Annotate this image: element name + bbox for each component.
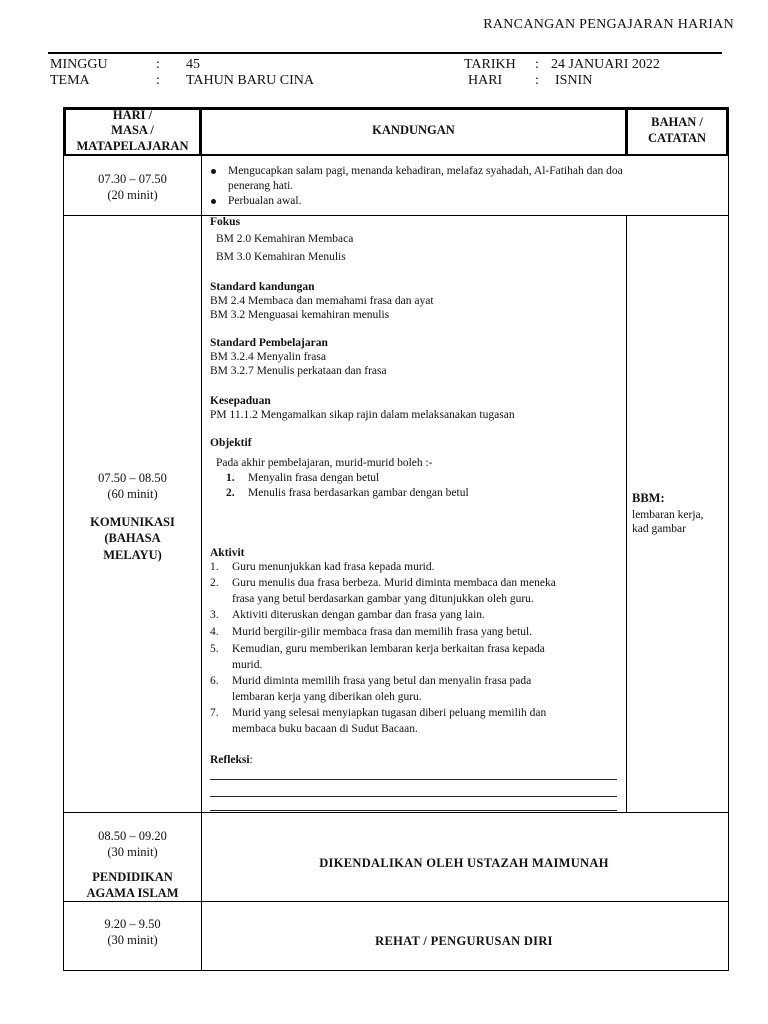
lesson-plan-table: [63, 107, 729, 971]
col1-header: [64, 108, 201, 154]
bbm-item: lembaran kerja,: [632, 509, 704, 521]
col1-divider: [201, 154, 202, 970]
kesepaduan-title: Kesepaduan: [210, 395, 271, 407]
sp-item: BM 3.2.4 Menyalin frasa: [210, 351, 326, 363]
aktiviti-item: [210, 560, 434, 576]
aktiviti-title: Aktivit: [210, 547, 245, 559]
hari-value: ISNIN: [555, 73, 593, 88]
sp-item: BM 3.2.7 Menulis perkataan dan frasa: [210, 365, 387, 377]
row3-time-cell: [64, 828, 201, 861]
row3-content: DIKENDALIKAN OLEH USTAZAH MAIMUNAH: [319, 856, 609, 870]
aktiviti-item: [210, 642, 545, 658]
hari-label: HARI: [468, 73, 503, 88]
aktiviti-text: Murid diminta memilih frasa yang betul dan menyalin frasa pada: [232, 675, 532, 687]
tema-value: TAHUN BARU CINA: [186, 73, 314, 88]
aktiviti-continuation: membaca buku bacaan di Sudut Bacaan.: [232, 723, 418, 735]
document-title: RANCANGAN PENGAJARAN HARIAN: [483, 17, 734, 32]
row2-subject-line: MELAYU): [103, 547, 162, 562]
aktiviti-number: 2.: [210, 577, 219, 589]
sp-title: Standard Pembelajaran: [210, 337, 328, 349]
title-rule: [48, 52, 722, 54]
refleksi-line: [210, 779, 617, 780]
objektif-item: [226, 486, 469, 502]
objektif-text: Menyalin frasa dengan betul: [248, 472, 380, 484]
col2-header: KANDUNGAN: [372, 123, 455, 138]
aktiviti-item: [210, 674, 531, 690]
row1-bullet-item: [211, 194, 301, 210]
row3-subject-line: PENDIDIKAN: [92, 870, 173, 884]
hari-colon: :: [535, 73, 539, 88]
row1-duration: (20 minit): [107, 188, 158, 203]
aktiviti-text: Guru menulis dua frasa berbeza. Murid diminta membaca dan meneka: [232, 577, 556, 589]
row4-content: REHAT / PENGURUSAN DIRI: [375, 934, 553, 948]
row4-duration: (30 minit): [107, 933, 158, 948]
aktiviti-continuation: murid.: [232, 659, 263, 671]
objektif-item: [226, 471, 379, 487]
col3-header-line: BAHAN /: [651, 115, 703, 130]
fokus-item: BM 3.0 Kemahiran Menulis: [216, 251, 346, 263]
col3-header-line: CATATAN: [647, 131, 707, 145]
bbm-title: BBM:: [632, 491, 665, 505]
col1-header-line: MASA /: [111, 123, 154, 138]
row2-subject-line: KOMUNIKASI: [90, 515, 175, 529]
row3-subject-line: AGAMA ISLAM: [86, 886, 179, 901]
row1-bullet-continuation: penerang hati.: [228, 180, 294, 192]
objektif-intro: Pada akhir pembelajaran, murid-murid boleh :-: [216, 457, 433, 469]
row2-subject: [64, 514, 201, 563]
col1-header-line: MATAPELAJARAN: [76, 138, 189, 153]
aktiviti-item: [210, 625, 532, 641]
minggu-colon: :: [156, 57, 160, 72]
fokus-item: BM 2.0 Kemahiran Membaca: [216, 233, 354, 245]
sk-item: BM 2.4 Membaca dan memahami frasa dan ayat: [210, 295, 434, 307]
row4-time-cell: [64, 916, 201, 949]
col3-header: [626, 108, 728, 154]
row4-time: 9.20 – 9.50: [104, 917, 161, 931]
aktiviti-text: Murid yang selesai menyiapkan tugasan diberi peluang memilih dan: [232, 707, 547, 719]
col3-divider: [626, 215, 627, 812]
row-divider: [64, 812, 728, 813]
minggu-label: MINGGU: [50, 57, 108, 72]
tema-colon: :: [156, 73, 160, 88]
sk-title: Standard kandungan: [210, 281, 315, 293]
aktiviti-continuation: frasa yang betul berdasarkan gambar yang ditunjukkan oleh guru.: [232, 593, 534, 605]
aktiviti-continuation: lembaran kerja yang diberikan oleh guru.: [232, 691, 422, 703]
refleksi-line: [210, 810, 617, 811]
refleksi-line: [210, 796, 617, 797]
objektif-number: 1.: [226, 472, 235, 484]
row1-bullet-text: Perbualan awal.: [228, 195, 302, 207]
aktiviti-number: 5.: [210, 643, 219, 655]
aktiviti-number: 4.: [210, 626, 219, 638]
sk-item: BM 3.2 Menguasai kemahiran menulis: [210, 309, 390, 321]
bullet-icon: [211, 199, 216, 204]
aktiviti-item: [210, 706, 546, 722]
row3-subject: [64, 869, 201, 902]
row1-time: 07.30 – 07.50: [98, 172, 167, 186]
minggu-value: 45: [186, 57, 200, 72]
aktiviti-item: [210, 608, 485, 624]
refleksi-label: Refleksi:: [210, 754, 253, 766]
objektif-text: Menulis frasa berdasarkan gambar dengan betul: [248, 487, 469, 499]
tarikh-label: TARIKH: [464, 57, 516, 72]
aktiviti-number: 7.: [210, 707, 219, 719]
objektif-number: 2.: [226, 487, 235, 499]
row3-time: 08.50 – 09.20: [98, 829, 167, 843]
aktiviti-number: 3.: [210, 609, 219, 621]
row3-duration: (30 minit): [107, 845, 158, 860]
aktiviti-number: 6.: [210, 675, 219, 687]
row2-time-cell: [64, 470, 201, 503]
row1-bullet-item: [211, 164, 623, 180]
row2-duration: (60 minit): [107, 487, 158, 502]
tarikh-value: 24 JANUARI 2022: [551, 57, 660, 72]
row2-subject-line: (BAHASA: [104, 531, 161, 546]
row-divider: [64, 215, 728, 216]
aktiviti-text: Guru menunjukkan kad frasa kepada murid.: [232, 561, 435, 573]
aktiviti-text: Murid bergilir-gilir membaca frasa dan memilih frasa yang betul.: [232, 626, 533, 638]
bbm-item: kad gambar: [632, 523, 686, 535]
tema-label: TEMA: [50, 73, 90, 88]
row1-bullet-text: Mengucapkan salam pagi, menanda kehadiran, melafaz syahadah, Al-Fatihah dan doa: [228, 165, 623, 177]
refleksi-title: Refleksi: [210, 754, 250, 766]
bullet-icon: [211, 169, 216, 174]
tarikh-colon: :: [535, 57, 539, 72]
aktiviti-text: Aktiviti diteruskan dengan gambar dan frasa yang lain.: [232, 609, 485, 621]
row1-time-cell: [64, 171, 201, 204]
aktiviti-number: 1.: [210, 561, 219, 573]
aktiviti-text: Kemudian, guru memberikan lembaran kerja berkaitan frasa kepada: [232, 643, 545, 655]
objektif-title: Objektif: [210, 437, 252, 449]
row2-time: 07.50 – 08.50: [98, 471, 167, 485]
aktiviti-item: [210, 576, 556, 592]
fokus-title: Fokus: [210, 216, 241, 228]
kesepaduan-text: PM 11.1.2 Mengamalkan sikap rajin dalam melaksanakan tugasan: [210, 409, 515, 421]
col1-header-line: HARI /: [112, 107, 153, 122]
